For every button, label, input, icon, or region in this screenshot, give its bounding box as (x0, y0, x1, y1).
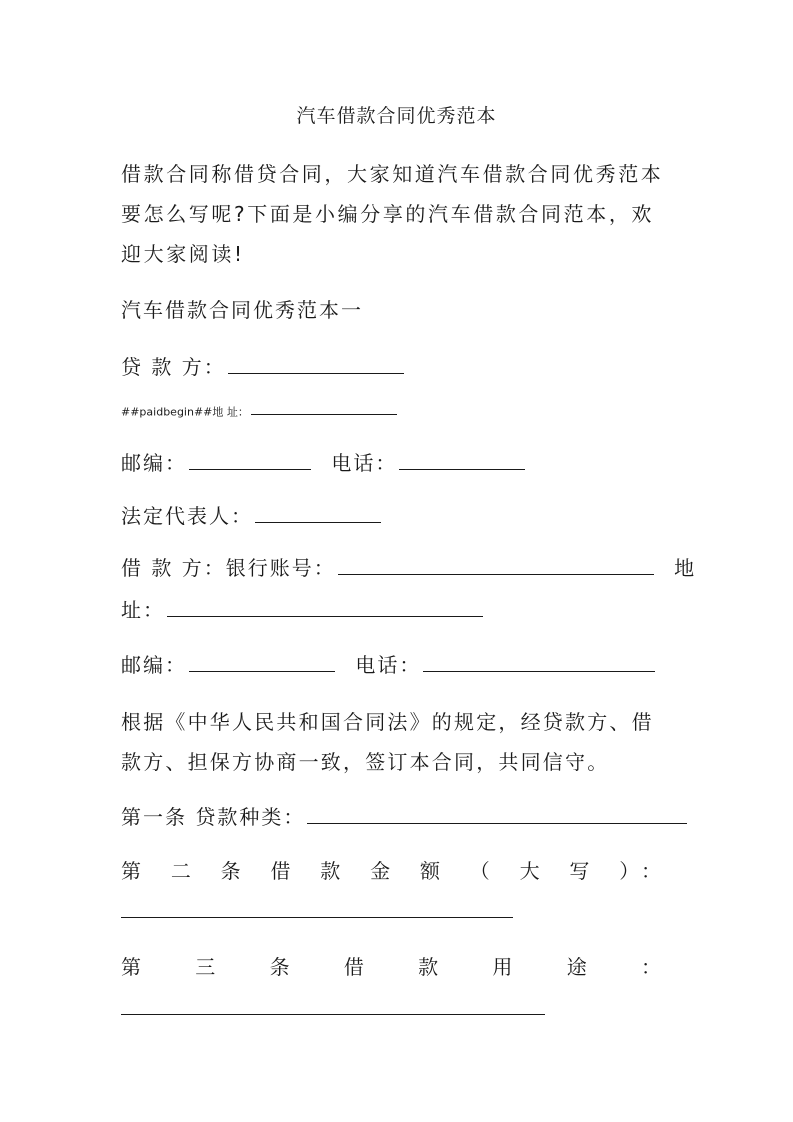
lender-address-blank[interactable] (251, 404, 397, 415)
intro-paragraph: 借款合同称借贷合同，大家知道汽车借款合同优秀范本要怎么写呢?下面是小编分享的汽车借款合同范本，欢迎大家阅读! (121, 162, 664, 266)
paid-marker: ##paidbegin##地 址： (121, 405, 249, 419)
phone-label: 电话： (331, 451, 398, 475)
borrower-postcode-blank[interactable] (189, 652, 335, 672)
phone-label-2: 电话： (355, 653, 422, 677)
borrower-phone-blank[interactable] (423, 652, 655, 672)
lender-label: 贷 款 方： (121, 355, 226, 379)
article-2-label: 第 二 条 借 款 金 额 （ 大 写 ）： (121, 859, 661, 883)
address-label-part2: 址： (121, 598, 165, 622)
article-3-blank-line (121, 988, 674, 1028)
legal-rep-label: 法定代表人： (121, 504, 253, 528)
article-1-line (121, 797, 674, 837)
legal-rep-blank[interactable] (255, 503, 381, 523)
article-1-label: 第一条 贷款种类： (121, 805, 306, 829)
legal-rep-line (121, 496, 674, 536)
postcode-label-2: 邮编： (121, 653, 187, 677)
loan-type-blank[interactable] (307, 804, 687, 824)
borrower-label: 借 款 方：银行账号： (121, 556, 336, 580)
lender-phone-blank[interactable] (399, 450, 525, 470)
borrower-contact-line (121, 645, 674, 685)
bank-account-blank[interactable] (338, 555, 654, 575)
lender-line (121, 347, 674, 387)
document-title: 汽车借款合同优秀范本 (296, 105, 497, 127)
loan-purpose-blank[interactable] (121, 995, 545, 1015)
borrower-address-blank[interactable] (167, 597, 483, 617)
borrower-line (121, 548, 697, 588)
article-2-blank-line (121, 891, 674, 931)
borrower-address-line (121, 590, 674, 630)
section-heading: 汽车借款合同优秀范本一 (121, 298, 363, 322)
address-label-part1: 地 (674, 556, 697, 580)
postcode-label: 邮编： (121, 451, 187, 475)
lender-postcode-blank[interactable] (189, 450, 311, 470)
lender-contact-line (121, 443, 674, 483)
loan-amount-blank[interactable] (121, 898, 513, 918)
paid-marker-line (121, 404, 674, 420)
law-clause: 根据《中华人民共和国合同法》的规定，经贷款方、借款方、担保方协商一致，签订本合同，共同信守。 (121, 710, 654, 774)
lender-blank[interactable] (228, 354, 404, 374)
article-3-label: 第 三 条 借 款 用 途 ： (121, 955, 661, 979)
